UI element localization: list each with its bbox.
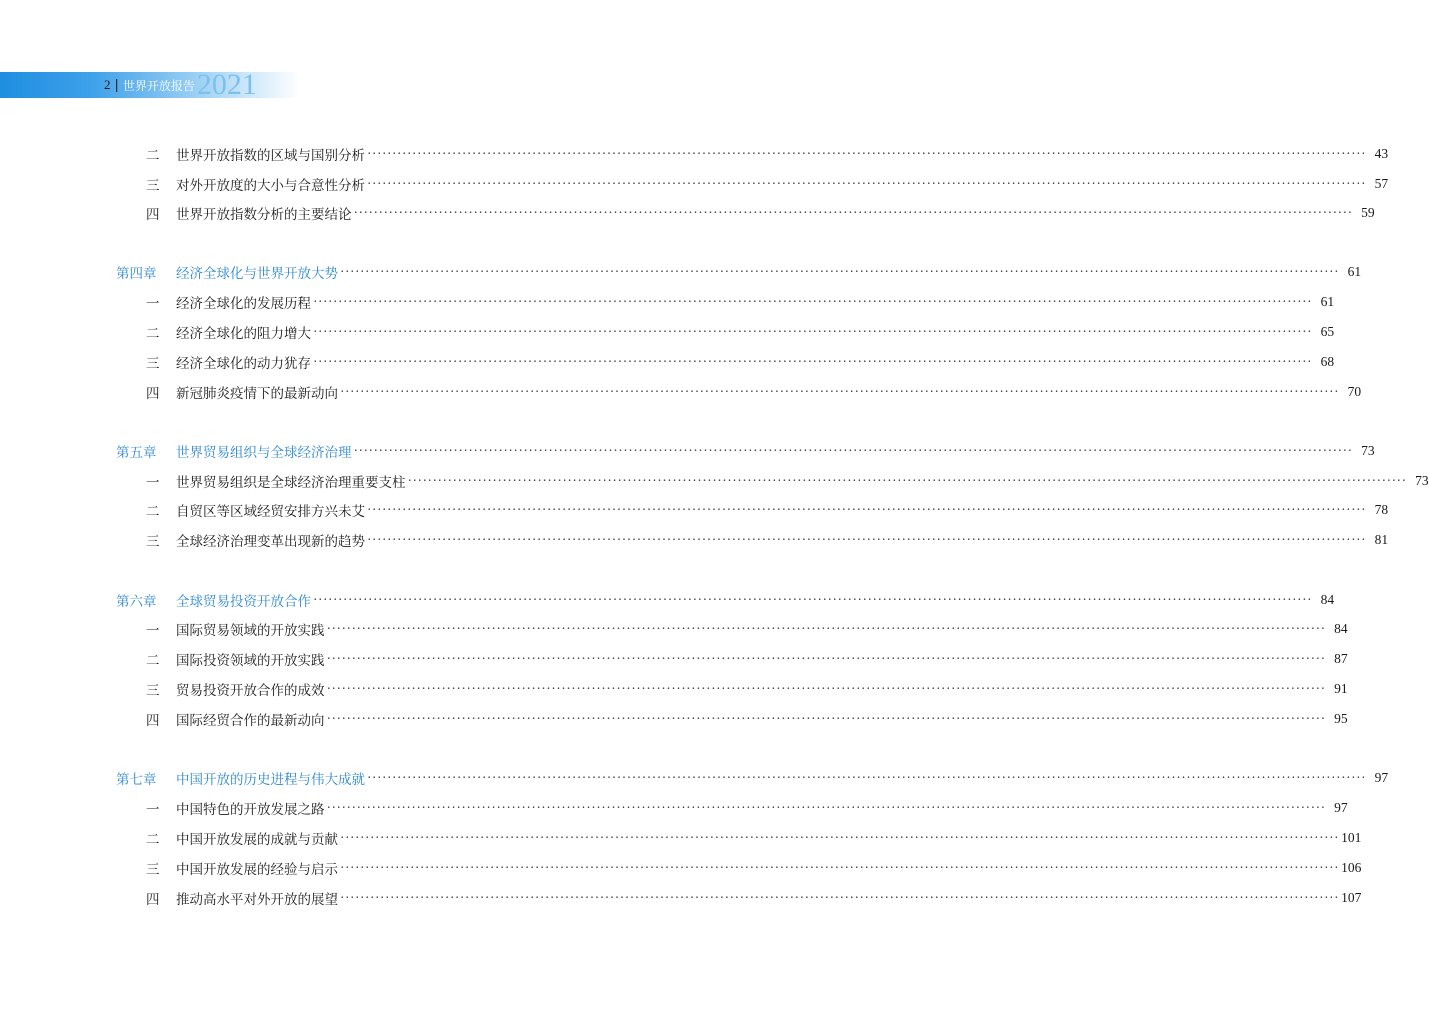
- section-title: 国际贸易领域的开放实践: [176, 623, 325, 639]
- toc-entry-row[interactable]: [114, 529, 1389, 551]
- page-reference: 59: [1361, 205, 1375, 220]
- section-number: 二: [146, 504, 160, 520]
- toc-chapter-row[interactable]: [114, 261, 1362, 283]
- page-reference: 57: [1374, 176, 1389, 191]
- chapter-title: 世界贸易组织与全球经济治理: [176, 445, 352, 461]
- page-reference: 61: [1320, 294, 1335, 309]
- dot-leader: ········································································································································································································: [313, 294, 1313, 309]
- chapter-number: 第六章: [116, 594, 157, 610]
- section-title: 国际经贸合作的最新动向: [176, 713, 325, 729]
- section-number: 二: [146, 832, 160, 848]
- dot-leader: ········································································································································································································: [313, 324, 1313, 339]
- section-title: 自贸区等区域经贸安排方兴未艾: [176, 504, 365, 520]
- page-reference: 84: [1320, 592, 1335, 607]
- page-reference: 101: [1341, 830, 1362, 845]
- section-number: 一: [146, 623, 160, 639]
- page-reference: 106: [1341, 860, 1362, 875]
- toc-entry-row[interactable]: [114, 143, 1389, 165]
- page-reference: 97: [1374, 770, 1389, 785]
- page-reference: 78: [1374, 502, 1389, 517]
- toc-entry-row[interactable]: [114, 173, 1389, 195]
- chapter-title: 全球贸易投资开放合作: [176, 594, 311, 610]
- publication-year: 2021: [196, 68, 257, 101]
- toc-entry-row[interactable]: [114, 291, 1335, 313]
- toc-entry-row[interactable]: [114, 797, 1348, 819]
- dot-leader: ········································································································································································································: [340, 384, 1340, 399]
- dot-leader: ········································································································································································································: [340, 890, 1340, 905]
- chapter-title: 中国开放的历史进程与伟大成就: [176, 772, 365, 788]
- toc-chapter-row[interactable]: [114, 767, 1389, 789]
- toc-entry-row[interactable]: [114, 202, 1375, 224]
- section-number: 二: [146, 653, 160, 669]
- section-title: 世界开放指数的区域与国别分析: [176, 148, 365, 164]
- section-number: 一: [146, 475, 160, 491]
- dot-leader: ········································································································································································································: [340, 264, 1340, 279]
- page-reference: 81: [1374, 532, 1389, 547]
- page-reference: 84: [1334, 621, 1348, 636]
- dot-leader: ········································································································································································································: [326, 800, 1326, 815]
- toc-entry-row[interactable]: [114, 857, 1362, 879]
- section-number: 三: [146, 534, 160, 550]
- section-title: 世界开放指数分析的主要结论: [176, 207, 352, 223]
- section-number: 三: [146, 356, 160, 372]
- toc-entry-row[interactable]: [114, 887, 1362, 909]
- page-reference: 68: [1320, 354, 1335, 369]
- toc-entry-row[interactable]: [114, 470, 1429, 492]
- dot-leader: ········································································································································································································: [340, 860, 1340, 875]
- toc-entry-row[interactable]: [114, 351, 1335, 373]
- dot-leader: ········································································································································································································: [313, 592, 1313, 607]
- dot-leader: ········································································································································································································: [326, 681, 1326, 696]
- section-title: 经济全球化的阻力增大: [176, 326, 311, 342]
- section-number: 四: [146, 892, 160, 908]
- section-number: 一: [146, 296, 160, 312]
- page-reference: 95: [1334, 711, 1348, 726]
- dot-leader: ········································································································································································································: [367, 532, 1367, 547]
- section-number: 三: [146, 683, 160, 699]
- section-title: 推动高水平对外开放的展望: [176, 892, 338, 908]
- dot-leader: ········································································································································································································: [326, 651, 1326, 666]
- dot-leader: ········································································································································································································: [353, 443, 1353, 458]
- page-reference: 73: [1361, 443, 1375, 458]
- chapter-number: 第四章: [116, 266, 157, 282]
- chapter-number: 第七章: [116, 772, 157, 788]
- section-title: 中国开放发展的成就与贡献: [176, 832, 338, 848]
- toc-entry-row[interactable]: [114, 678, 1348, 700]
- page-reference: 87: [1334, 651, 1348, 666]
- section-number: 四: [146, 713, 160, 729]
- page-reference: 65: [1320, 324, 1335, 339]
- section-number: 四: [146, 207, 160, 223]
- section-number: 二: [146, 148, 160, 164]
- toc-entry-row[interactable]: [114, 827, 1362, 849]
- dot-leader: ········································································································································································································: [326, 621, 1326, 636]
- toc-entry-row[interactable]: [114, 381, 1362, 403]
- section-title: 中国特色的开放发展之路: [176, 802, 325, 818]
- header-separator: |: [114, 77, 119, 93]
- section-title: 对外开放度的大小与合意性分析: [176, 178, 365, 194]
- publication-title: 世界开放报告: [122, 78, 195, 93]
- dot-leader: ········································································································································································································: [367, 502, 1367, 517]
- section-number: 三: [146, 178, 160, 194]
- toc-entry-row[interactable]: [114, 618, 1348, 640]
- page-number: 2: [104, 77, 111, 92]
- dot-leader: ········································································································································································································: [367, 146, 1367, 161]
- section-number: 一: [146, 802, 160, 818]
- page-reference: 70: [1347, 384, 1362, 399]
- section-number: 四: [146, 386, 160, 402]
- page-reference: 107: [1341, 890, 1362, 905]
- chapter-title: 经济全球化与世界开放大势: [176, 266, 338, 282]
- dot-leader: ········································································································································································································: [353, 205, 1353, 220]
- toc-chapter-row[interactable]: [114, 589, 1335, 611]
- toc-entry-row[interactable]: [114, 499, 1389, 521]
- section-title: 国际投资领域的开放实践: [176, 653, 325, 669]
- page-reference: 61: [1347, 264, 1362, 279]
- section-title: 经济全球化的发展历程: [176, 296, 311, 312]
- dot-leader: ········································································································································································································: [340, 830, 1340, 845]
- toc-entry-row[interactable]: [114, 321, 1335, 343]
- section-title: 中国开放发展的经验与启示: [176, 862, 338, 878]
- section-number: 三: [146, 862, 160, 878]
- toc-chapter-row[interactable]: [114, 440, 1375, 462]
- dot-leader: ········································································································································································································: [313, 354, 1313, 369]
- section-title: 世界贸易组织是全球经济治理重要支柱: [176, 475, 406, 491]
- chapter-number: 第五章: [116, 445, 157, 461]
- page-reference: 73: [1415, 473, 1429, 488]
- dot-leader: ········································································································································································································: [367, 176, 1367, 191]
- section-title: 新冠肺炎疫情下的最新动向: [176, 386, 338, 402]
- page-reference: 91: [1334, 681, 1348, 696]
- dot-leader: ········································································································································································································: [367, 770, 1367, 785]
- toc-entry-row[interactable]: [114, 708, 1348, 730]
- page-reference: 43: [1374, 146, 1389, 161]
- section-title: 全球经济治理变革出现新的趋势: [176, 534, 365, 550]
- dot-leader: ········································································································································································································: [407, 473, 1407, 488]
- section-title: 贸易投资开放合作的成效: [176, 683, 325, 699]
- running-header: [104, 70, 257, 100]
- page-reference: 97: [1334, 800, 1348, 815]
- dot-leader: ········································································································································································································: [326, 711, 1326, 726]
- section-number: 二: [146, 326, 160, 342]
- section-title: 经济全球化的动力犹存: [176, 356, 311, 372]
- toc-entry-row[interactable]: [114, 648, 1348, 670]
